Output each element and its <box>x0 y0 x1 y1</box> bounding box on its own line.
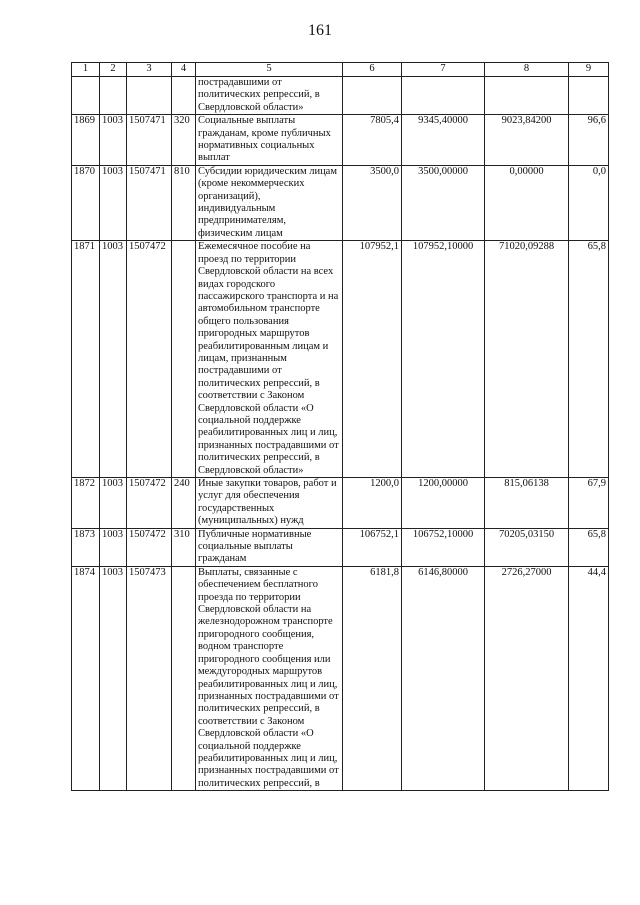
table-row <box>72 115 609 166</box>
section-code-cell: 1003 <box>100 566 127 790</box>
table-row <box>72 241 609 478</box>
percent-cell: 65,8 <box>569 528 609 566</box>
row-number-cell: 1871 <box>72 241 100 478</box>
row-number-cell: 1873 <box>72 528 100 566</box>
target-code-cell: 1507472 <box>127 241 172 478</box>
refined-amount-cell: 6146,80000 <box>402 566 485 790</box>
percent-cell <box>569 77 609 115</box>
column-header: 5 <box>196 63 343 77</box>
executed-amount-cell: 2726,27000 <box>485 566 569 790</box>
row-number-cell: 1870 <box>72 165 100 240</box>
refined-amount-cell: 3500,00000 <box>402 165 485 240</box>
refined-amount-cell <box>402 77 485 115</box>
row-number-cell: 1872 <box>72 478 100 529</box>
column-header: 3 <box>127 63 172 77</box>
percent-cell: 0,0 <box>569 165 609 240</box>
section-code-cell <box>100 77 127 115</box>
budget-table <box>71 62 609 791</box>
table-row <box>72 478 609 529</box>
column-header: 1 <box>72 63 100 77</box>
column-header: 4 <box>172 63 196 77</box>
type-code-cell <box>172 566 196 790</box>
plan-amount-cell: 107952,1 <box>343 241 402 478</box>
description-cell: Публичные нормативные социальные выплаты гражданам <box>196 528 343 566</box>
section-code-cell: 1003 <box>100 165 127 240</box>
column-header: 6 <box>343 63 402 77</box>
type-code-cell <box>172 241 196 478</box>
plan-amount-cell: 1200,0 <box>343 478 402 529</box>
section-code-cell: 1003 <box>100 241 127 478</box>
type-code-cell: 240 <box>172 478 196 529</box>
executed-amount-cell: 71020,09288 <box>485 241 569 478</box>
page-number: 161 <box>308 22 332 39</box>
table-row <box>72 528 609 566</box>
plan-amount-cell: 7805,4 <box>343 115 402 166</box>
refined-amount-cell: 9345,40000 <box>402 115 485 166</box>
percent-cell: 96,6 <box>569 115 609 166</box>
refined-amount-cell: 106752,10000 <box>402 528 485 566</box>
type-code-cell: 810 <box>172 165 196 240</box>
row-number-cell: 1869 <box>72 115 100 166</box>
description-cell: Ежемесячное пособие на проезд по территории Свердловской области на всех видах городского пассажирского транспорта и на автомобильном транспорте общего пользования пригородных маршрутов реабилитированным лицам и лицам, признанным пострадавшими от политических репрессий, в соответствии с Законом Свердловской области «О социальной поддержке реабилитированных лиц и лиц, признанных пострадавшими от политических репрессий, в Свердловской области» <box>196 241 343 478</box>
plan-amount-cell: 3500,0 <box>343 165 402 240</box>
type-code-cell <box>172 77 196 115</box>
plan-amount-cell <box>343 77 402 115</box>
executed-amount-cell: 70205,03150 <box>485 528 569 566</box>
target-code-cell: 1507471 <box>127 115 172 166</box>
executed-amount-cell: 0,00000 <box>485 165 569 240</box>
percent-cell: 65,8 <box>569 241 609 478</box>
target-code-cell: 1507472 <box>127 528 172 566</box>
percent-cell: 67,9 <box>569 478 609 529</box>
column-header: 8 <box>485 63 569 77</box>
description-cell: пострадавшими от политических репрессий, в Свердловской области» <box>196 77 343 115</box>
section-code-cell: 1003 <box>100 478 127 529</box>
column-header: 9 <box>569 63 609 77</box>
refined-amount-cell: 107952,10000 <box>402 241 485 478</box>
description-cell: Социальные выплаты гражданам, кроме публичных нормативных социальных выплат <box>196 115 343 166</box>
target-code-cell <box>127 77 172 115</box>
column-header: 2 <box>100 63 127 77</box>
description-cell: Субсидии юридическим лицам (кроме некоммерческих организаций), индивидуальным предпринимателям, физическим лицам <box>196 165 343 240</box>
type-code-cell: 320 <box>172 115 196 166</box>
description-cell: Выплаты, связанные с обеспечением бесплатного проезда по территории Свердловской области на железнодорожном транспорте пригородного сообщения, водном транспорте пригородного сообщения или междугородных маршрутов реабилитированных лиц и лиц, признанных пострадавшими от политических репрессий, в соответствии с Законом Свердловской области «О социальной поддержке реабилитированных лиц и лиц, признанных пострадавшими от политических репрессий, в <box>196 566 343 790</box>
executed-amount-cell: 815,06138 <box>485 478 569 529</box>
plan-amount-cell: 106752,1 <box>343 528 402 566</box>
table-header-row <box>72 63 609 77</box>
section-code-cell: 1003 <box>100 528 127 566</box>
target-code-cell: 1507471 <box>127 165 172 240</box>
row-number-cell: 1874 <box>72 566 100 790</box>
plan-amount-cell: 6181,8 <box>343 566 402 790</box>
executed-amount-cell <box>485 77 569 115</box>
refined-amount-cell: 1200,00000 <box>402 478 485 529</box>
target-code-cell: 1507473 <box>127 566 172 790</box>
section-code-cell: 1003 <box>100 115 127 166</box>
table-row <box>72 566 609 790</box>
description-cell: Иные закупки товаров, работ и услуг для обеспечения государственных (муниципальных) нужд <box>196 478 343 529</box>
column-header: 7 <box>402 63 485 77</box>
type-code-cell: 310 <box>172 528 196 566</box>
executed-amount-cell: 9023,84200 <box>485 115 569 166</box>
row-number-cell <box>72 77 100 115</box>
table-row <box>72 165 609 240</box>
table-row <box>72 77 609 115</box>
target-code-cell: 1507472 <box>127 478 172 529</box>
percent-cell: 44,4 <box>569 566 609 790</box>
